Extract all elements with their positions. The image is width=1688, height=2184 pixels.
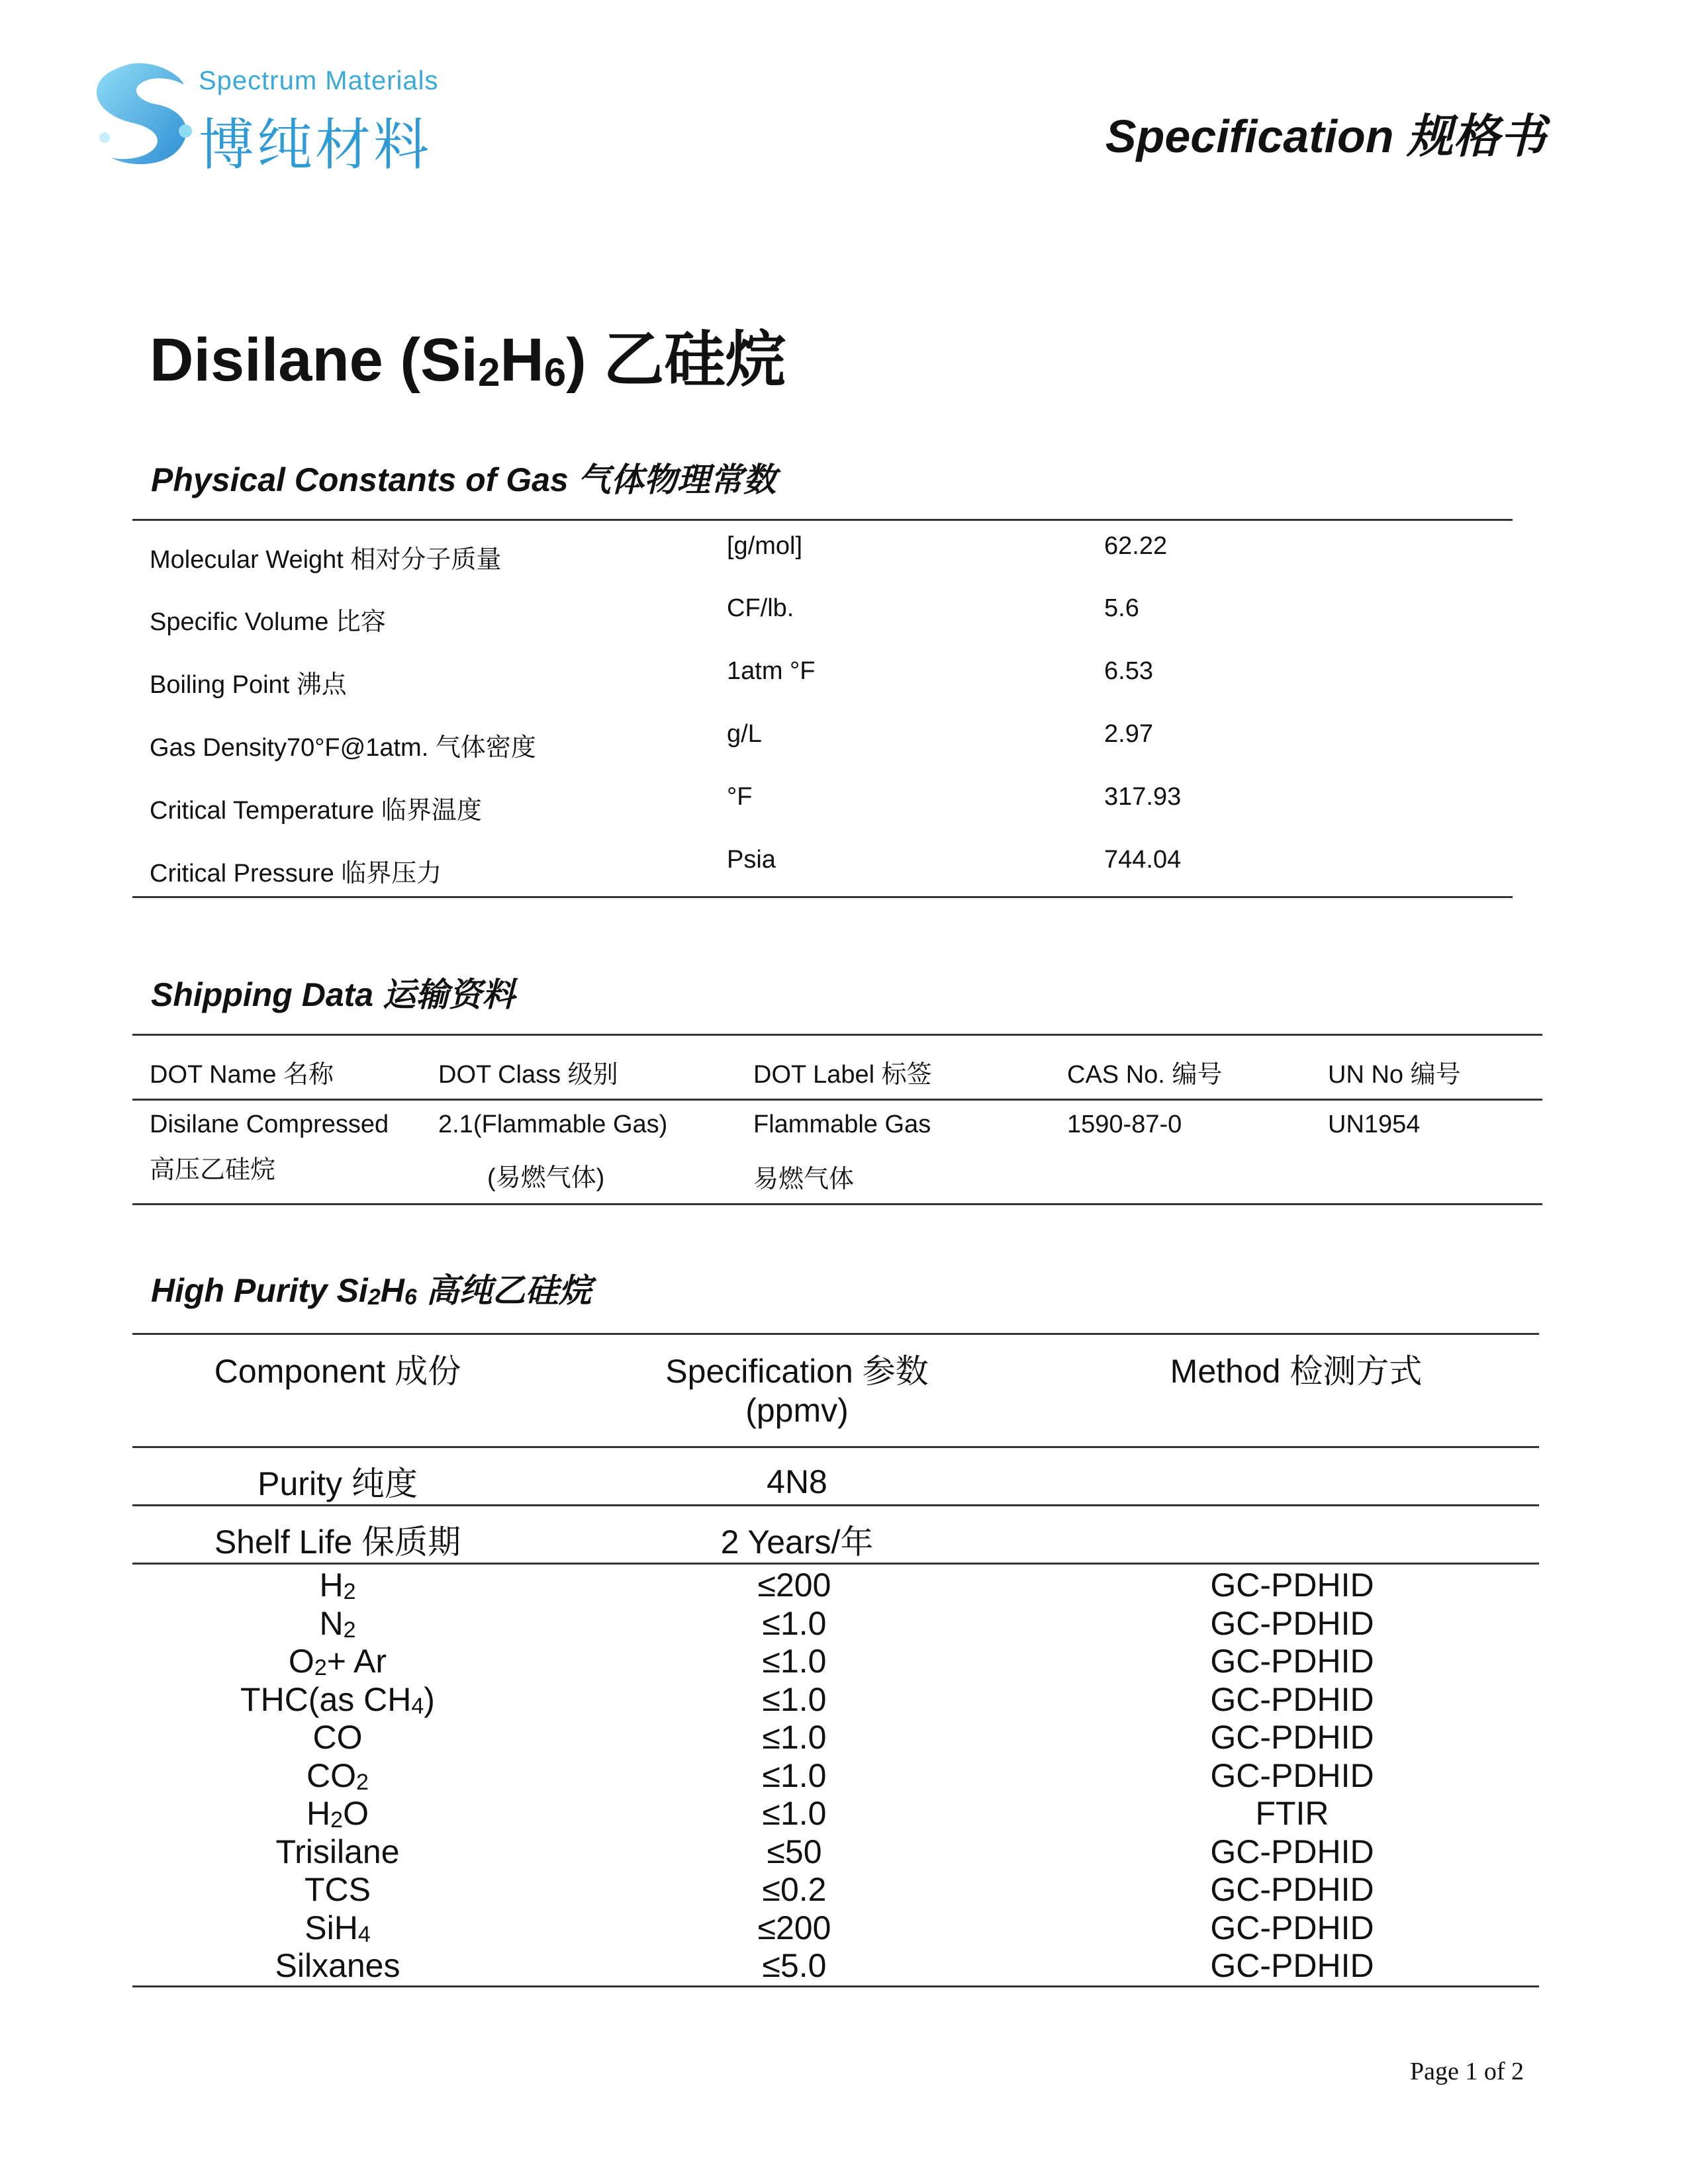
impurity-spec: ≤200 — [757, 1567, 831, 1604]
shipping-header-cas: CAS No. 编号 — [1067, 1061, 1223, 1089]
impurity-component: $H_2O$ — [306, 1795, 369, 1833]
impurity-method: GC-PDHID — [1210, 1643, 1374, 1680]
impurity-spec: ≤50 — [767, 1833, 822, 1870]
impurity-method: GC-PDHID — [1210, 1681, 1374, 1718]
shipping-bottom-rule — [132, 1203, 1542, 1205]
impurity-spec: ≤1.0 — [762, 1719, 827, 1756]
impurity-spec: ≤0.2 — [762, 1871, 827, 1908]
purity-header-specification: Specification 参数 — [665, 1353, 929, 1390]
impurity-spec: ≤1.0 — [762, 1605, 827, 1642]
shipping-cas-number: 1590-87-0 — [1067, 1111, 1182, 1138]
physical-row-value: 6.53 — [1104, 657, 1153, 685]
shelf-life-rule — [132, 1563, 1539, 1565]
shipping-dot-name-cn: 高压乙硅烷 — [150, 1156, 276, 1184]
impurity-component: Trisilane — [275, 1833, 400, 1870]
impurity-method: GC-PDHID — [1210, 1757, 1374, 1794]
shipping-header-un: UN No 编号 — [1328, 1061, 1461, 1089]
impurity-method: GC-PDHID — [1210, 1909, 1374, 1946]
impurity-spec: ≤200 — [757, 1909, 831, 1946]
physical-row-value: 317.93 — [1104, 783, 1182, 811]
shipping-header-dot-class: DOT Class 级别 — [438, 1061, 618, 1089]
impurity-method: GC-PDHID — [1210, 1947, 1374, 1984]
purity-bottom-rule — [132, 1985, 1539, 1987]
physical-row-unit: CF/lb. — [727, 594, 794, 622]
document-type-heading: Specification 规格书 — [1105, 111, 1546, 162]
shipping-un-number: UN1954 — [1328, 1111, 1421, 1138]
physical-row-unit: °F — [727, 783, 753, 811]
purity-header-component: Component 成份 — [214, 1353, 461, 1390]
impurity-component: $CO_2$ — [306, 1757, 369, 1795]
impurity-component: $O_2+ Ar$ — [288, 1643, 387, 1680]
shipping-header-dot-name: DOT Name 名称 — [150, 1061, 334, 1089]
shipping-dot-class-cn: (易燃气体) — [487, 1164, 605, 1192]
shipping-header-rule — [132, 1099, 1542, 1101]
impurity-component: TCS — [305, 1871, 371, 1908]
impurity-component: Silxanes — [275, 1947, 400, 1984]
physical-row-value: 62.22 — [1104, 532, 1168, 560]
impurity-spec: ≤1.0 — [762, 1643, 827, 1680]
high-purity-heading: High Purity $Si_2H_6$ 高纯乙硅烷 — [151, 1272, 592, 1310]
purity-header-method: Method 检测方式 — [1170, 1353, 1423, 1390]
purity-top-rule — [132, 1333, 1539, 1335]
physical-row-name: Molecular Weight 相对分子质量 — [150, 546, 502, 574]
impurity-component: CO — [312, 1719, 363, 1756]
impurity-method: GC-PDHID — [1210, 1719, 1374, 1756]
impurity-method: GC-PDHID — [1210, 1871, 1374, 1908]
physical-row-name: Critical Pressure 临界压力 — [150, 860, 442, 887]
impurity-spec: ≤1.0 — [762, 1795, 827, 1832]
impurity-component: SiH$_4$ — [305, 1909, 371, 1947]
impurity-spec: ≤1.0 — [762, 1681, 827, 1718]
impurity-method: GC-PDHID — [1210, 1567, 1374, 1604]
physical-row-unit: g/L — [727, 720, 762, 748]
impurity-component: $N_2$ — [319, 1605, 356, 1643]
shipping-data-heading: Shipping Data 运输资料 — [151, 976, 515, 1013]
purity-row-rule — [132, 1504, 1539, 1506]
impurity-spec: ≤1.0 — [762, 1757, 827, 1794]
physical-top-rule — [132, 519, 1513, 521]
shipping-dot-class-en: 2.1(Flammable Gas) — [438, 1111, 668, 1138]
shipping-dot-label-en: Flammable Gas — [753, 1111, 931, 1138]
page-title: Disilane $(Si_2H_6)$ 乙硅烷 — [150, 326, 786, 394]
shelf-life-value: 2 Years/年 — [720, 1524, 874, 1561]
physical-row-value: 2.97 — [1104, 720, 1153, 748]
physical-row-value: 5.6 — [1104, 594, 1139, 622]
impurity-method: FTIR — [1255, 1795, 1329, 1832]
physical-row-name: Specific Volume 比容 — [150, 608, 386, 636]
physical-row-unit: Psia — [727, 846, 776, 874]
physical-bottom-rule — [132, 896, 1513, 898]
shelf-life-label: Shelf Life 保质期 — [214, 1524, 461, 1561]
physical-row-unit: [g/mol] — [727, 532, 803, 560]
impurity-method: GC-PDHID — [1210, 1605, 1374, 1642]
physical-constants-heading: Physical Constants of Gas 气体物理常数 — [151, 461, 776, 498]
physical-row-unit: 1atm °F — [727, 657, 816, 685]
shipping-top-rule — [132, 1034, 1542, 1036]
purity-value: 4N8 — [767, 1463, 827, 1500]
purity-header-unit: (ppmv) — [745, 1392, 849, 1429]
physical-row-name: Boiling Point 沸点 — [150, 671, 347, 699]
page-number: Page 1 of 2 — [1410, 2058, 1524, 2085]
impurity-method: GC-PDHID — [1210, 1833, 1374, 1870]
brand-name-cn: 博纯材料 — [199, 114, 432, 176]
purity-label: Purity 纯度 — [258, 1465, 418, 1502]
physical-row-name: Critical Temperature 临界温度 — [150, 797, 482, 825]
shipping-header-dot-label: DOT Label 标签 — [753, 1061, 932, 1089]
physical-row-name: Gas Density70°F@1atm. 气体密度 — [150, 734, 536, 762]
shipping-dot-name-en: Disilane Compressed — [150, 1111, 389, 1138]
shipping-dot-label-cn: 易燃气体 — [753, 1165, 855, 1193]
brand-name-en: Spectrum Materials — [199, 66, 439, 95]
impurity-component: THC(as $CH_4$) — [240, 1681, 435, 1719]
purity-header-rule — [132, 1446, 1539, 1448]
impurity-spec: ≤5.0 — [762, 1947, 827, 1984]
impurity-component: $H_2$ — [319, 1567, 356, 1604]
physical-row-value: 744.04 — [1104, 846, 1182, 874]
